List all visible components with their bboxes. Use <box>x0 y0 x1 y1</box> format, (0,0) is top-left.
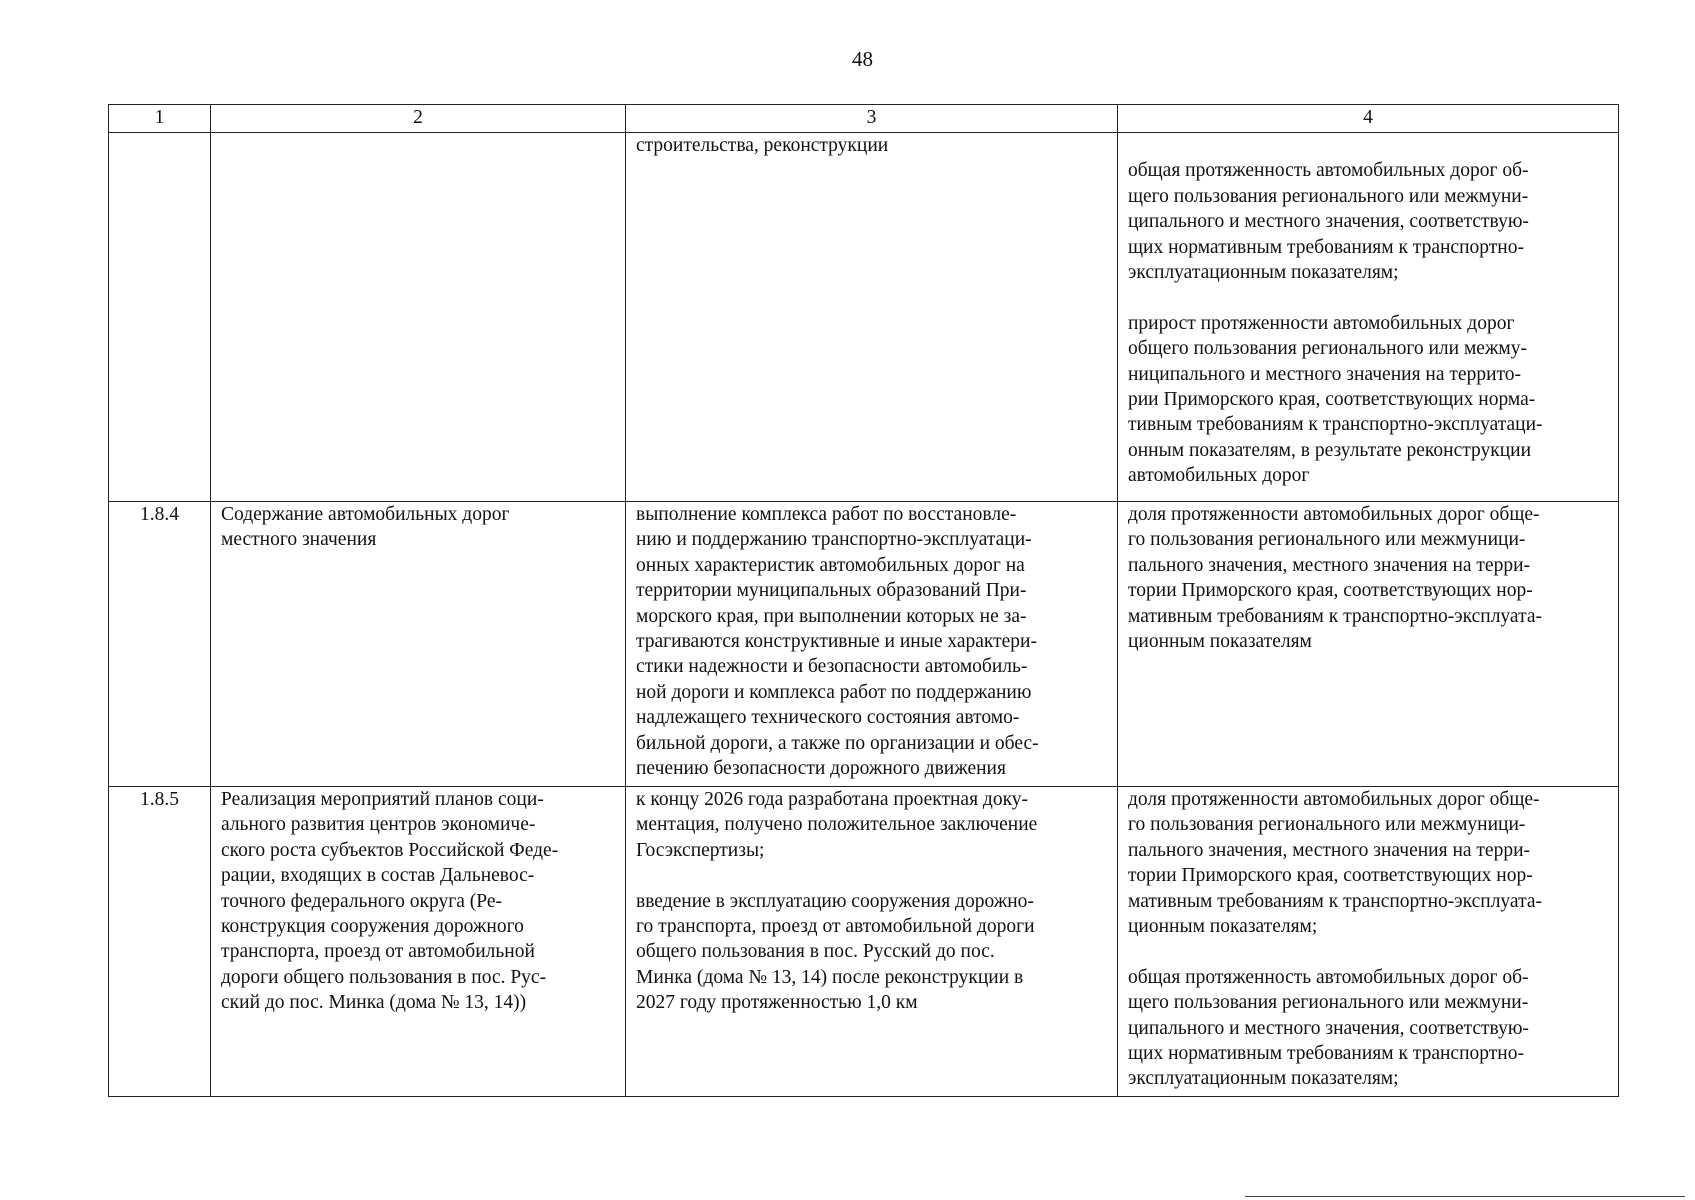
table-row <box>109 787 1619 1097</box>
text-line: общая протяженность автомобильных дорог об- <box>1128 966 1529 988</box>
paragraph <box>1128 311 1608 489</box>
indicators-cell <box>1118 133 1619 502</box>
paragraph <box>1128 787 1608 939</box>
text-line: 2027 году протяженностью 1,0 км <box>636 992 918 1014</box>
text-line: мативным требованиям к транспортно-эксплуата- <box>1128 605 1542 627</box>
paragraph <box>636 502 1107 781</box>
text-line: тивным требованиям к транспортно-эксплуатаци- <box>1128 414 1543 436</box>
text-line: общего пользования в пос. Русский до пос. <box>636 941 995 963</box>
text-line: стики надежности и безопасности автомобиль- <box>636 656 1028 678</box>
row-number: 1.8.5 <box>109 787 211 1097</box>
paragraph-gap <box>1128 939 1608 964</box>
text-line: щего пользования регионального или межмуни- <box>1128 185 1529 207</box>
paragraph <box>1128 133 1608 285</box>
page-number: 48 <box>852 47 873 71</box>
text-line: ципального и местного значения, соответствую- <box>1128 1017 1529 1039</box>
text-line: прирост протяженности автомобильных дорог <box>1128 312 1515 334</box>
measure-name-cell <box>211 502 626 787</box>
paragraph <box>1128 965 1608 1092</box>
text-line: ский до пос. Минка (дома № 13, 14)) <box>221 992 527 1014</box>
header-col-2: 2 <box>211 105 626 133</box>
text-line: ционным показателям <box>1128 631 1312 653</box>
table-row <box>109 133 1619 502</box>
header-col-4: 4 <box>1118 105 1619 133</box>
text-line: ниципального и местного значения на террито- <box>1128 363 1522 385</box>
header-col-3: 3 <box>626 105 1118 133</box>
text-line: дороги общего пользования в пос. Рус- <box>221 966 547 988</box>
paragraph-gap <box>636 863 1107 888</box>
text-line: транспорта, проезд от автомобильной <box>221 941 535 963</box>
text-line: надлежащего технического состояния автомо- <box>636 707 1020 729</box>
measures-table <box>108 104 1619 1097</box>
text-line: го транспорта, проезд от автомобильной дороги <box>636 916 1035 938</box>
text-line: щего пользования регионального или межмуни- <box>1128 992 1529 1014</box>
paragraph <box>636 133 1107 158</box>
text-line: Госэкспертизы; <box>636 839 765 861</box>
text-line: общего пользования регионального или межму- <box>1128 338 1528 360</box>
text-line: ского роста субъектов Российской Феде- <box>221 839 559 861</box>
text-line: щих нормативным требованиям к транспортно- <box>1128 1043 1524 1065</box>
text-line: тории Приморского края, соответствующих нор- <box>1128 865 1533 887</box>
text-line: общая протяженность автомобильных дорог об- <box>1128 160 1529 182</box>
text-line: ального развития центров экономиче- <box>221 814 536 836</box>
indicators-cell <box>1118 502 1619 787</box>
text-line: морского края, при выполнении которых не за- <box>636 605 1027 627</box>
row-number: 1.8.4 <box>109 502 211 787</box>
text-line: пального значения, местного значения на терри- <box>1128 554 1531 576</box>
text-line: эксплуатационным показателям; <box>1128 1068 1399 1090</box>
measure-content-cell <box>626 133 1118 502</box>
row-number <box>109 133 211 502</box>
text-line: онных характеристик автомобильных дорог на <box>636 554 1025 576</box>
text-line: тории Приморского края, соответствующих нор- <box>1128 580 1533 602</box>
text-line: точного федерального округа (Ре- <box>221 890 502 912</box>
text-line: ментация, получено положительное заключение <box>636 814 1038 836</box>
header-col-1: 1 <box>109 105 211 133</box>
measure-content-cell <box>626 502 1118 787</box>
text-line: нию и поддержанию транспортно-эксплуатаци- <box>636 529 1032 551</box>
text-line: бильной дороги, а также по организации и обес- <box>636 732 1039 754</box>
text-line: пального значения, местного значения на терри- <box>1128 839 1531 861</box>
text-line: эксплуатационным показателям; <box>1128 262 1399 284</box>
text-line: печению безопасности дорожного движения <box>636 758 1006 780</box>
text-line: рации, входящих в состав Дальневос- <box>221 865 535 887</box>
paragraph <box>1128 502 1608 654</box>
measure-name-cell <box>211 133 626 502</box>
paragraph <box>636 889 1107 1016</box>
text-line: местного значения <box>221 529 377 551</box>
paragraph-gap <box>1128 285 1608 310</box>
paragraph <box>636 787 1107 863</box>
text-line: доля протяженности автомобильных дорог обще- <box>1128 504 1540 525</box>
text-line: выполнение комплекса работ по восстановле- <box>636 504 1017 525</box>
text-line: Минка (дома № 13, 14) после реконструкции в <box>636 966 1024 988</box>
text-line: доля протяженности автомобильных дорог обще- <box>1128 789 1540 810</box>
text-line <box>1128 133 1608 158</box>
footer-rule <box>1245 1196 1685 1197</box>
text-line: строительства, реконструкции <box>636 135 889 156</box>
text-line: конструкция сооружения дорожного <box>221 916 524 938</box>
text-line: трагиваются конструктивные и иные характери- <box>636 631 1037 653</box>
text-line: ной дороги и комплекса работ по поддержанию <box>636 681 1032 703</box>
text-line: онным показателям, в результате реконструкции <box>1128 439 1532 461</box>
text-line: го пользования регионального или межмуници- <box>1128 529 1526 551</box>
measure-content-cell <box>626 787 1118 1097</box>
text-line: ционным показателям; <box>1128 916 1318 938</box>
text-line: го пользования регионального или межмуници- <box>1128 814 1526 836</box>
text-line: автомобильных дорог <box>1128 465 1310 487</box>
table-header-row <box>109 105 1619 133</box>
text-line: щих нормативным требованиям к транспортно- <box>1128 236 1524 258</box>
text-line: мативным требованиям к транспортно-эксплуата- <box>1128 890 1542 912</box>
text-line: рии Приморского края, соответствующих норма- <box>1128 389 1536 411</box>
text-line: к концу 2026 года разработана проектная доку- <box>636 789 1029 810</box>
text-line: Содержание автомобильных дорог <box>221 504 510 525</box>
text-line: ципального и местного значения, соответствую- <box>1128 211 1529 233</box>
indicators-cell <box>1118 787 1619 1097</box>
text-line: территории муниципальных образований При- <box>636 580 1027 602</box>
table-row <box>109 502 1619 787</box>
text-line: введение в эксплуатацию сооружения дорожно- <box>636 890 1034 912</box>
measure-name-cell <box>211 787 626 1097</box>
text-line: Реализация мероприятий планов соци- <box>221 789 544 810</box>
